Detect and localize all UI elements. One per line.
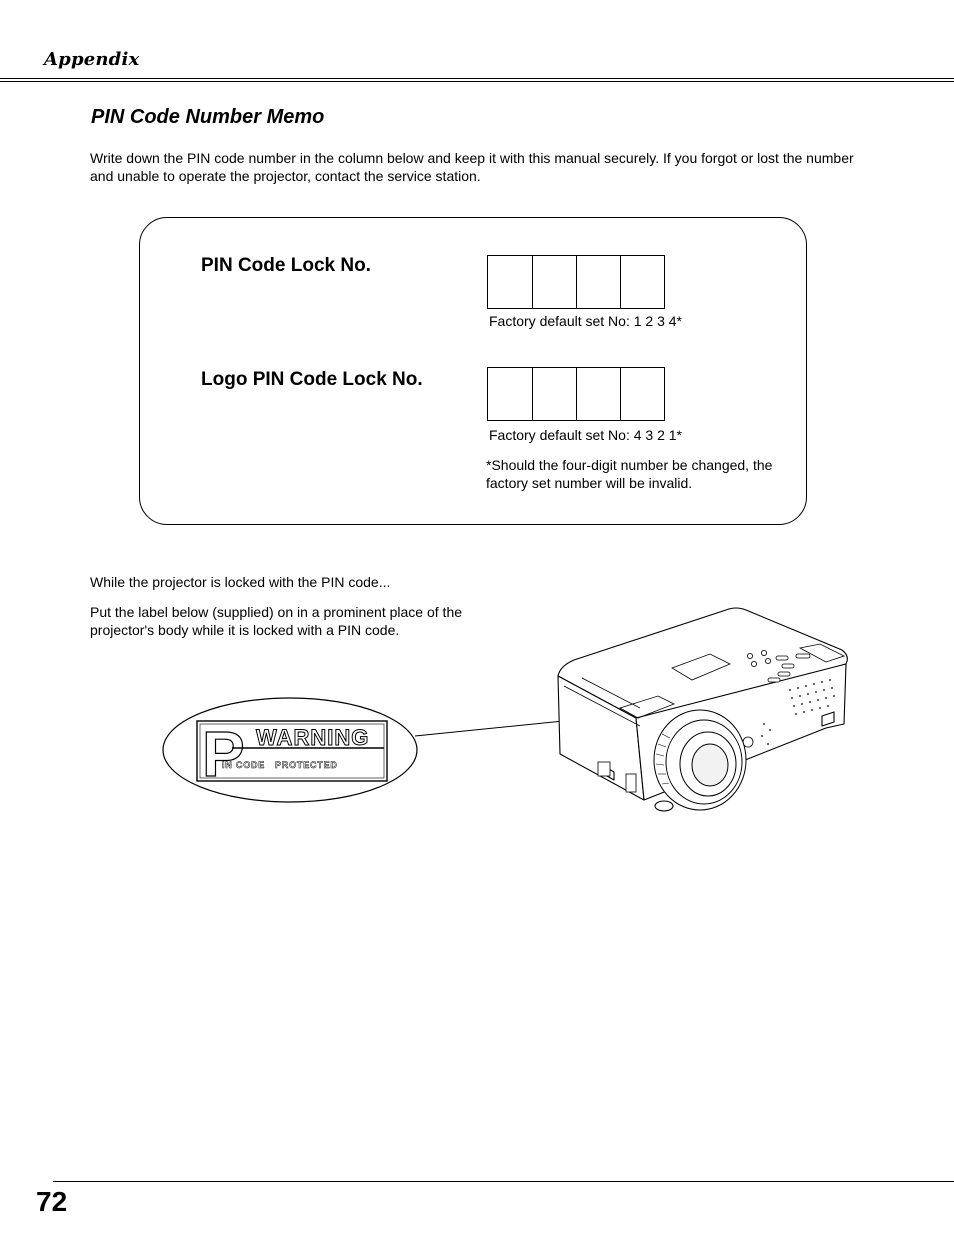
intro-paragraph: Write down the PIN code number in the column below and keep it with this manual securely. If you forgot or lost the number and unable to operate the projector, contact the service station. — [90, 150, 854, 184]
warning-label-illustration — [160, 688, 422, 808]
header-rule — [0, 78, 954, 79]
section-label: Appendix — [44, 49, 140, 70]
pin-factory-default: Factory default set No: 1 2 3 4* — [489, 313, 682, 329]
digit-box — [620, 368, 664, 420]
logo-pin-digit-boxes — [487, 367, 665, 421]
digit-box — [576, 368, 620, 420]
digit-box — [488, 368, 532, 420]
digit-box — [576, 256, 620, 308]
logo-pin-code-lock-label: Logo PIN Code Lock No. — [201, 369, 423, 390]
page-title: PIN Code Number Memo — [91, 106, 325, 128]
page-number: 72 — [36, 1186, 68, 1217]
label-instruction-text: Put the label below (supplied) on in a prominent place of the projector's body while it is locked with a PIN code. — [90, 604, 463, 638]
projector-illustration — [550, 604, 852, 818]
digit-box — [488, 256, 532, 308]
digit-box — [532, 368, 576, 420]
warning-word: WARNING — [256, 725, 370, 750]
header-rule-thin — [0, 81, 954, 82]
pin-code-digit-boxes — [487, 255, 665, 309]
digit-box — [532, 256, 576, 308]
pin-code-lock-label: PIN Code Lock No. — [201, 255, 371, 276]
warning-subtext: IN CODE PROTECTED — [222, 760, 338, 770]
footer-rule — [53, 1181, 954, 1182]
digit-box — [620, 256, 664, 308]
logo-factory-default: Factory default set No: 4 3 2 1* — [489, 427, 682, 443]
change-note: *Should the four-digit number be changed, the factory set number will be invalid. — [486, 457, 773, 491]
warning-big-letter: P — [202, 718, 245, 790]
locked-intro-text: While the projector is locked with the PIN code... — [90, 574, 391, 590]
